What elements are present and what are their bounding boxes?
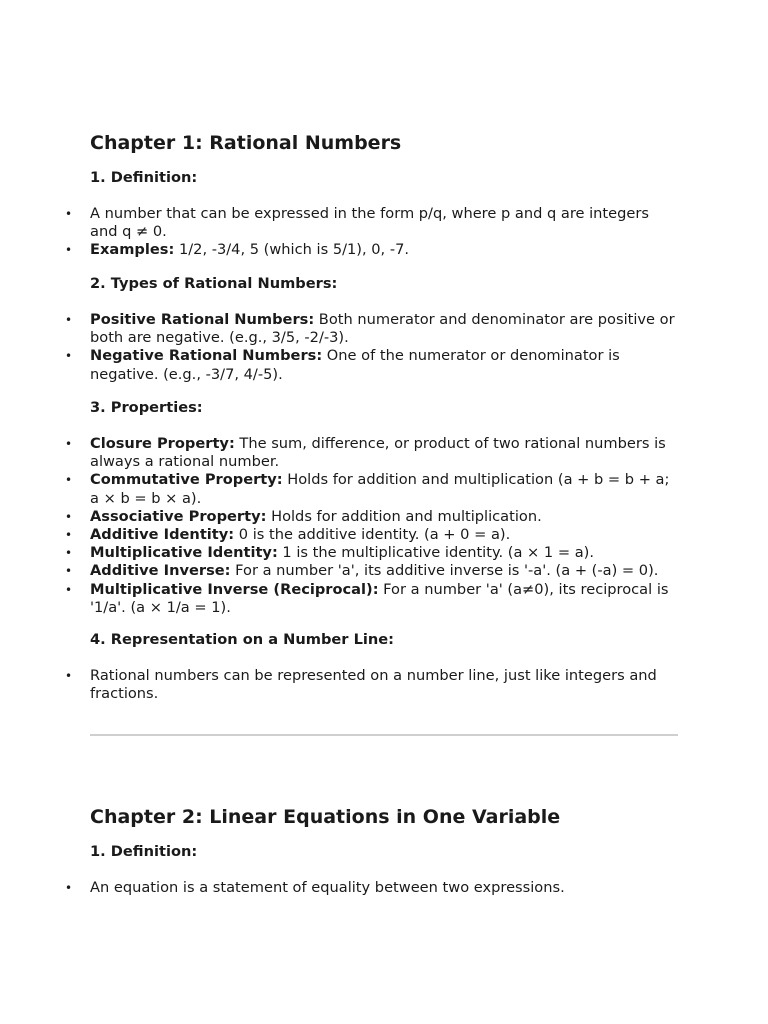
- section-heading: 2. Types of Rational Numbers:: [90, 275, 338, 292]
- chapter-2-definition-list: [65, 879, 680, 897]
- section-heading: 1. Definition:: [90, 843, 198, 860]
- list-item: • A number that can be expressed in the form p/q, where p and q are integers and q ≠ 0.: [65, 205, 649, 241]
- list-item: • An equation is a statement of equality between two expressions.: [65, 879, 565, 896]
- chapter-2-section-definition: [90, 843, 680, 861]
- section-types: [90, 275, 680, 293]
- properties-list: [65, 435, 680, 617]
- section-heading: 3. Properties:: [90, 399, 203, 416]
- divider: [90, 734, 680, 736]
- list-item: • Commutative Property: Holds for addition and multiplication (a + b = b + a; a × b = b × a).: [65, 471, 670, 507]
- chapter-1: [90, 131, 680, 155]
- chapter-2-title: Chapter 2: Linear Equations in One Variable: [90, 806, 561, 828]
- number-line-list: [65, 667, 680, 703]
- definition-list: [65, 205, 680, 260]
- list-item: • Additive Inverse: For a number 'a', its additive inverse is '-a'. (a + (-a) = 0).: [65, 562, 659, 580]
- chapter-2: [90, 805, 680, 829]
- horizontal-rule: [90, 734, 678, 736]
- types-list: [65, 311, 680, 384]
- section-properties: [90, 399, 680, 417]
- list-item: • Associative Property: Holds for addition and multiplication.: [65, 507, 542, 525]
- list-item: • Examples: 1/2, -3/4, 5 (which is 5/1), 0, -7.: [65, 241, 410, 259]
- list-item: • Additive Identity: 0 is the additive identity. (a + 0 = a).: [65, 526, 511, 544]
- section-heading: 4. Representation on a Number Line:: [90, 631, 395, 648]
- list-item: • Rational numbers can be represented on a number line, just like integers and fractions.: [65, 667, 657, 703]
- list-item: • Positive Rational Numbers: Both numerator and denominator are positive or both are negative. (e.g., 3/5, -2/-3).: [65, 311, 675, 347]
- list-item: • Multiplicative Inverse (Reciprocal): For a number 'a' (a≠0), its reciprocal is '1/a'. (a × 1/a = 1).: [65, 580, 669, 616]
- section-heading: 1. Definition:: [90, 169, 198, 186]
- list-item: • Negative Rational Numbers: One of the numerator or denominator is negative. (e.g., -3/7, 4/-5).: [65, 347, 620, 383]
- section-number-line: [90, 631, 680, 649]
- list-item: • Multiplicative Identity: 1 is the multiplicative identity. (a × 1 = a).: [65, 544, 594, 562]
- chapter-1-title: Chapter 1: Rational Numbers: [90, 132, 402, 154]
- section-definition: [90, 169, 680, 187]
- list-item: • Closure Property: The sum, difference, or product of two rational numbers is always a rational number.: [65, 435, 666, 471]
